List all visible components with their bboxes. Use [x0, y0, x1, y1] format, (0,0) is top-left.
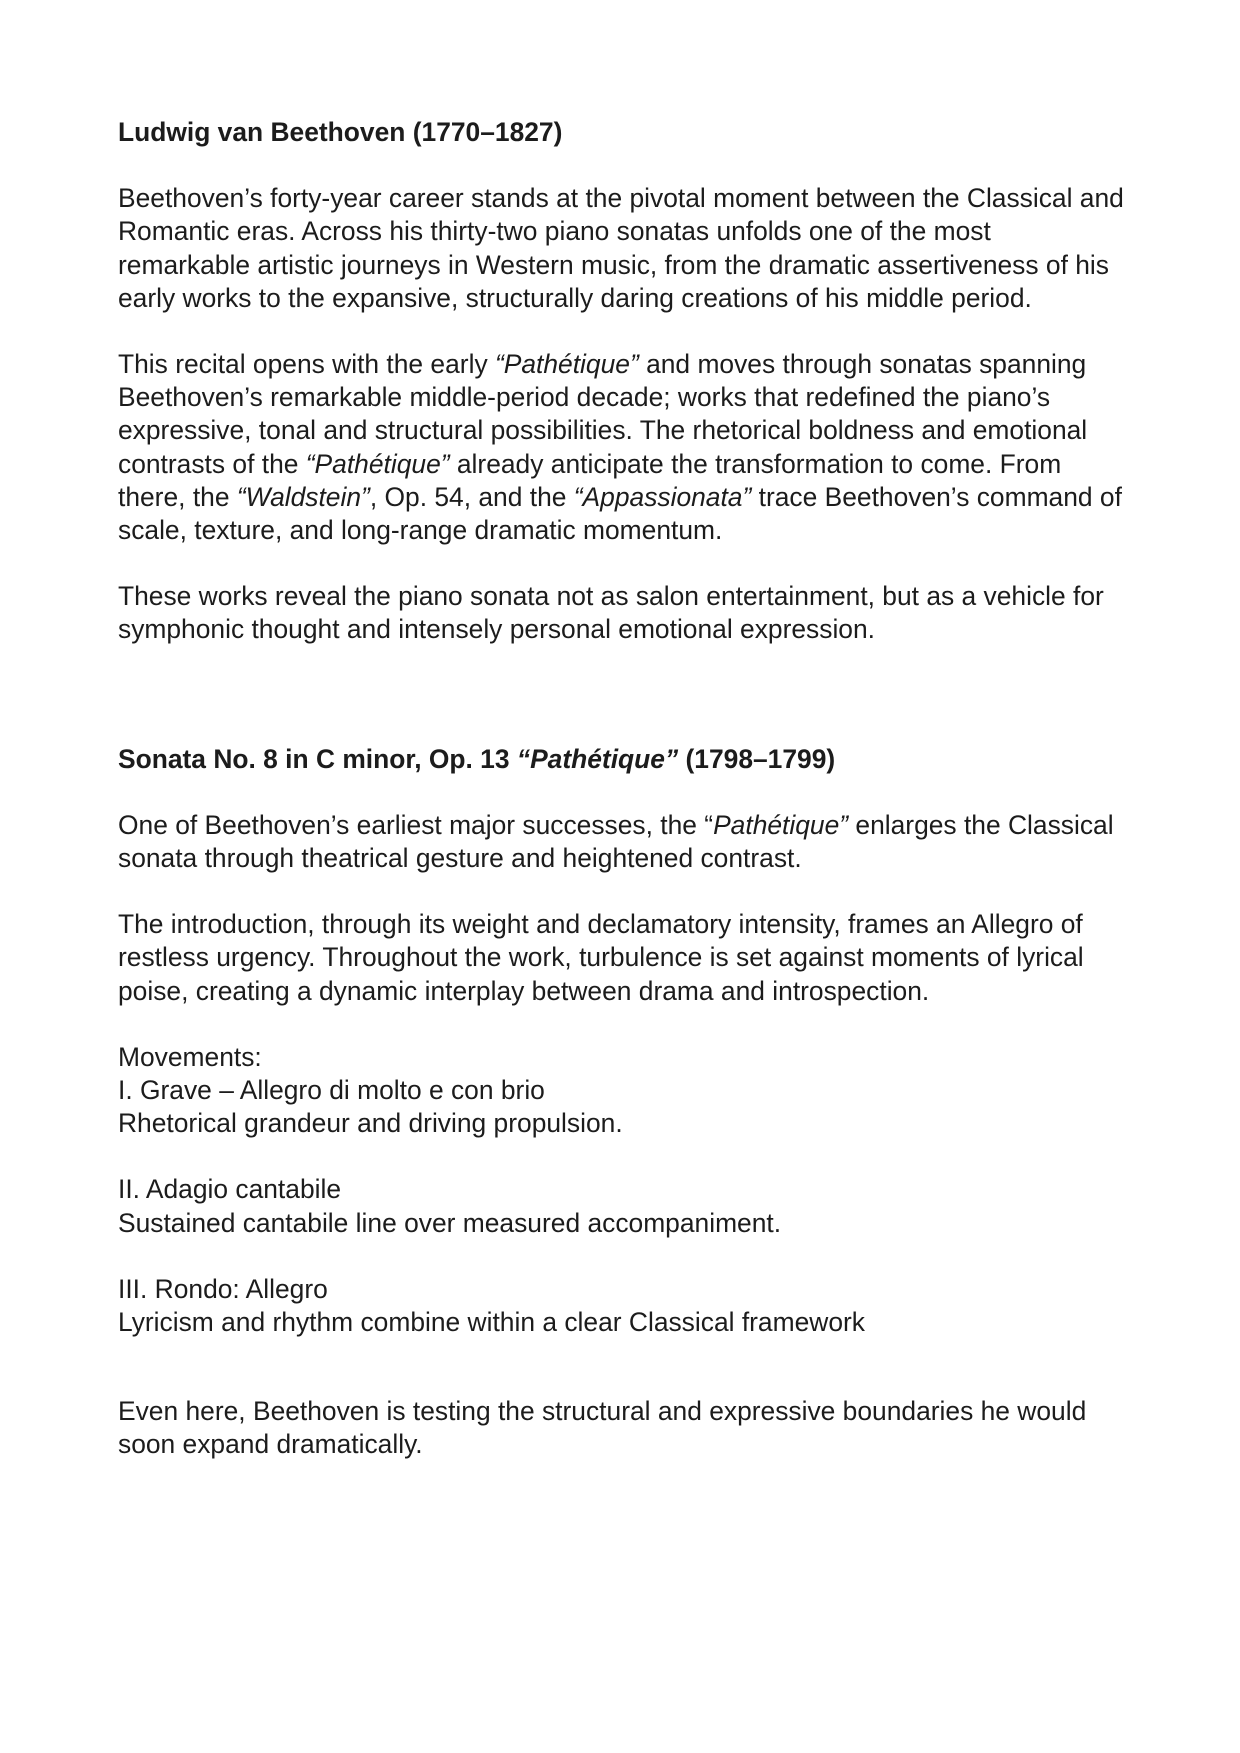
movement-2-title: II. Adagio cantabile: [118, 1174, 342, 1205]
intro-p2-text-3: already anticipate the transformation to come. From there, the: [118, 448, 1062, 512]
intro-p2-text-2: and moves through sonatas spanning Beethoven’s remarkable middle-period decade; works that redefined the piano’s expressive, tonal and structural possibilities. The rhetorical boldness and emotional contrasts of the: [118, 349, 1088, 479]
movement-2-desc: Sustained cantabile line over measured accompaniment.: [118, 1207, 782, 1238]
intro-p2-text-5: trace Beethoven’s command of scale, texture, and long-range dramatic momentum.: [118, 481, 1122, 546]
intro-p2-italic-1: “Pathétique”: [494, 349, 639, 380]
sonata-heading-suffix: (1798–1799): [678, 743, 836, 774]
intro-p2-text-1: This recital opens with the early: [118, 349, 495, 380]
movements-label: Movements:: [118, 1041, 262, 1072]
movement-1-desc: Rhetorical grandeur and driving propulsion.: [118, 1108, 623, 1139]
movement-3-title: III. Rondo: Allegro: [118, 1273, 328, 1304]
sonata-p1-italic-1: Pathétique”: [713, 809, 849, 840]
closing-paragraph: Even here, Beethoven is testing the structural and expressive boundaries he would soon expand dramatically.: [118, 1396, 1087, 1460]
sonata-paragraph-1: [118, 809, 1128, 875]
intro-p2-italic-3: “Waldstein”: [236, 481, 370, 512]
sonata-paragraph-2: The introduction, through its weight and declamatory intensity, frames an Allegro of restless urgency. Throughout the work, turbulence is set against moments of lyrical poise, creating a dynamic interplay between drama and introspection.: [118, 909, 1084, 1006]
movement-3-desc: Lyricism and rhythm combine within a clear Classical framework: [118, 1307, 865, 1338]
intro-p2-italic-2: “Pathétique”: [305, 448, 450, 479]
program-note: [118, 116, 1128, 1462]
sonata-heading: [118, 743, 1128, 776]
sonata-heading-prefix: Sonata No. 8 in C minor, Op. 13: [118, 743, 517, 774]
composer-heading: Ludwig van Beethoven (1770–1827): [118, 117, 563, 147]
sonata-p1-text-2: enlarges the Classical sonata through theatrical gesture and heightened contrast.: [118, 809, 1114, 874]
intro-p2-italic-4: “Appassionata”: [573, 481, 752, 512]
intro-paragraph-2: [118, 348, 1128, 547]
sonata-heading-title: “Pathétique”: [516, 743, 679, 774]
intro-paragraph-3: These works reveal the piano sonata not as salon entertainment, but as a vehicle for symphonic thought and intensely personal emotional expression.: [118, 581, 1104, 645]
movement-1-title: I. Grave – Allegro di molto e con brio: [118, 1075, 545, 1106]
intro-p2-text-4: , Op. 54, and the: [369, 481, 574, 512]
sonata-p1-text-1: One of Beethoven’s earliest major successes, the “: [118, 809, 714, 840]
intro-paragraph-1: Beethoven’s forty-year career stands at the pivotal moment between the Classical and Romantic eras. Across his thirty-two piano sonatas unfolds one of the most remarkable artistic journeys in Western music, from the dramatic assertiveness of his early works to the expansive, structurally daring creations of his middle period.: [118, 183, 1124, 313]
